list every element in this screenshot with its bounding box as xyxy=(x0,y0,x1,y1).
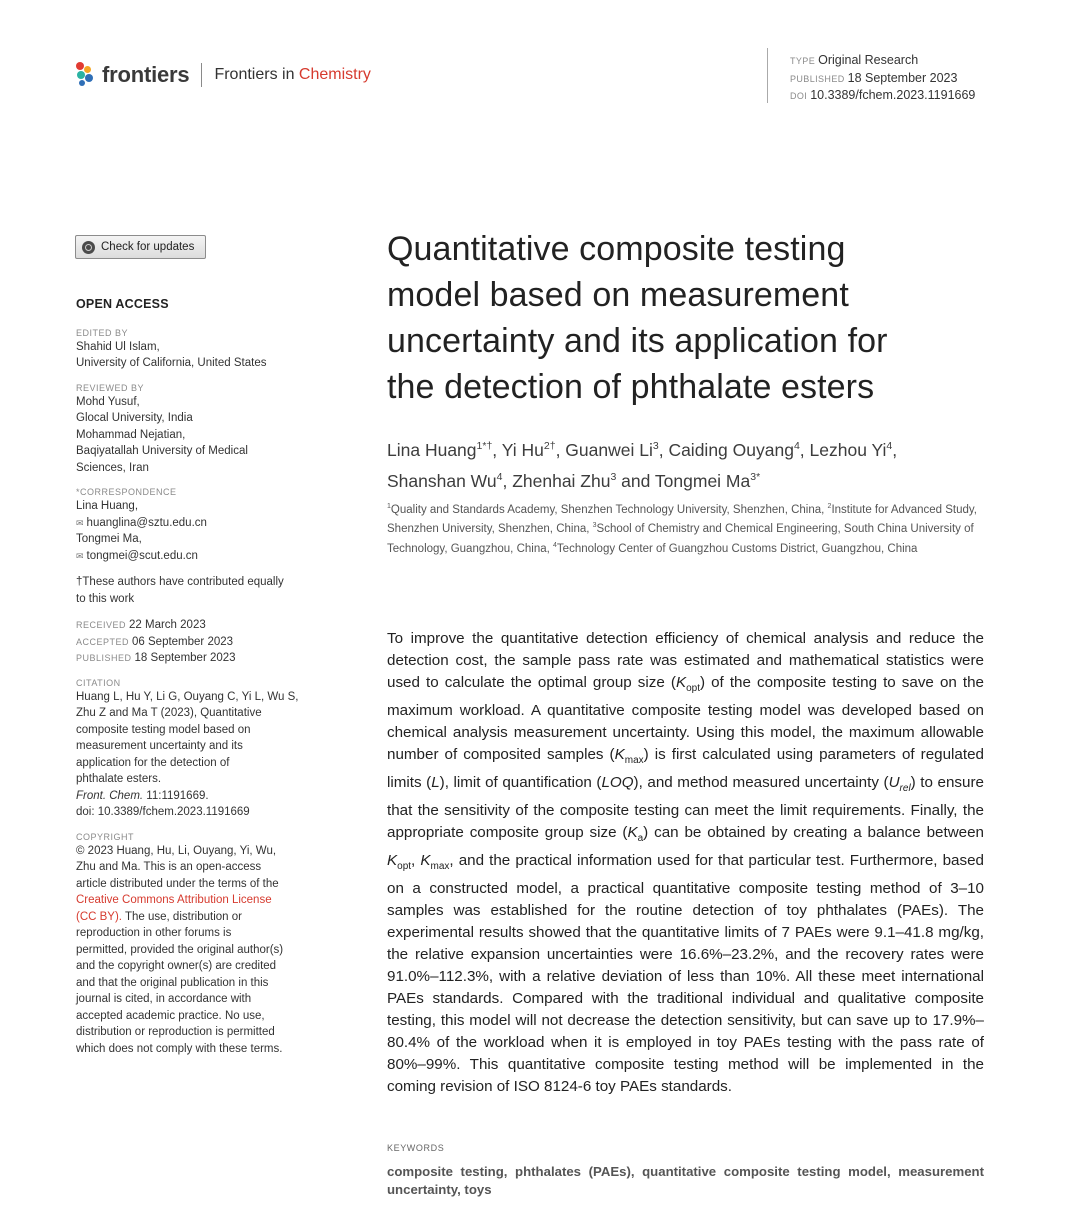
author-name: Yi Hu xyxy=(501,439,544,460)
received-label: RECEIVED xyxy=(76,620,127,630)
title-line: model based on measurement xyxy=(387,276,849,314)
mail-icon: ✉ xyxy=(76,517,84,528)
author-name: Shanshan Wu xyxy=(387,470,497,491)
abstract-text: ), limit of quantification ( xyxy=(439,774,602,792)
copyright-text: The use, distribution or xyxy=(122,910,242,923)
ka-symbol xyxy=(627,824,637,841)
copyright-line xyxy=(76,909,321,926)
editor-affiliation: University of California, United States xyxy=(76,357,267,369)
kmax-symbol xyxy=(420,852,430,869)
article-type xyxy=(790,52,975,70)
author-separator: , xyxy=(555,439,566,460)
affil-marker: 4 xyxy=(553,541,557,549)
copyright-label: COPYRIGHT xyxy=(76,831,135,842)
correspondent-email[interactable] xyxy=(76,548,321,565)
editor-name: Shahid Ul Islam, xyxy=(76,340,160,353)
citation-doi[interactable]: doi: 10.3389/fchem.2023.1191669 xyxy=(76,806,250,818)
reviewer-name: Mohammad Nejatian, xyxy=(76,428,186,441)
copyright-line: article distributed under the terms of the xyxy=(76,877,279,890)
symbol-letter: K xyxy=(420,852,431,870)
loq-symbol: LOQ xyxy=(601,774,634,792)
abstract-text: ), and method measured uncertainty ( xyxy=(633,774,889,792)
author-name: Tongmei Ma xyxy=(654,470,751,491)
affil-marker: 2 xyxy=(827,503,832,510)
affiliation: Technology Center of Guangzhou Customs District, Guangzhou, China xyxy=(556,542,918,555)
published-label: PUBLISHED xyxy=(76,653,132,663)
note-line: †These authors have contributed equally xyxy=(76,576,284,588)
author-list xyxy=(387,433,987,495)
kmax-symbol xyxy=(615,746,625,763)
sidebar xyxy=(76,296,321,1067)
author-separator: , xyxy=(502,470,513,491)
author[interactable] xyxy=(565,440,658,460)
author-affil-marker: 3 xyxy=(652,440,659,452)
license-link[interactable]: (CC BY). xyxy=(76,910,122,923)
affil-marker: 3 xyxy=(592,522,597,530)
abstract xyxy=(387,628,984,1098)
copyright-line: and the copyright owner(s) are credited xyxy=(76,960,277,972)
author-affil-marker: 4 xyxy=(886,440,893,452)
journal-prefix: Frontiers in xyxy=(214,66,299,83)
affiliation: Quality and Standards Academy, Shenzhen Technology University, Shenzhen, China, xyxy=(390,503,828,516)
keywords: composite testing, phthalates (PAEs), quantitative composite testing model, measurement uncertainty, toys xyxy=(387,1164,984,1197)
affiliation: School of Chemistry and Chemical Engineering, South China University of Technology, Guangzhou, China, xyxy=(387,523,974,555)
author-separator: , xyxy=(658,439,669,460)
type-value: Original Research xyxy=(818,53,919,67)
correspondent-name: Lina Huang, xyxy=(76,500,139,512)
kopt-symbol xyxy=(676,674,686,691)
author-separator: , xyxy=(892,439,898,460)
accepted-value: 06 September 2023 xyxy=(132,635,234,648)
symbol-subscript: max xyxy=(624,755,644,767)
symbol-subscript: a xyxy=(637,833,644,845)
frontiers-logo-icon xyxy=(76,62,96,88)
check-for-updates-button[interactable] xyxy=(75,235,206,259)
affiliation: Institute for Advanced Study, Shenzhen University, Shenzhen, China, xyxy=(387,503,977,536)
symbol-letter: K xyxy=(627,824,638,842)
email-text: tongmei@scut.edu.cn xyxy=(86,549,198,562)
received-date xyxy=(76,617,321,634)
urel-symbol xyxy=(888,774,911,795)
copyright-line: and that the original publication in this xyxy=(76,976,269,989)
abstract-text: , xyxy=(411,852,421,870)
reviewer-name: Mohd Yusuf, xyxy=(76,395,140,408)
author-affil-marker: 3* xyxy=(750,470,761,483)
journal-subject: Chemistry xyxy=(298,66,371,83)
author-affil-marker: 4 xyxy=(793,440,800,452)
reviewer-affiliation: Baqiyatallah University of Medical xyxy=(76,445,248,457)
affil-marker: 1 xyxy=(387,503,391,510)
author[interactable] xyxy=(668,440,799,460)
note-line: to this work xyxy=(76,592,135,605)
citation-line: Zhu Z and Ma T (2023), Quantitative xyxy=(76,707,262,719)
equal-contribution-note xyxy=(76,574,321,607)
author-separator: , xyxy=(799,439,810,460)
correspondent-email[interactable] xyxy=(76,515,321,532)
author-separator: , xyxy=(492,439,502,460)
open-access-label: OPEN ACCESS xyxy=(76,297,169,311)
copyright-line: permitted, provided the original author(s) xyxy=(76,943,284,956)
author[interactable] xyxy=(387,471,502,491)
symbol-subscript: rel xyxy=(899,783,911,795)
edited-by-section xyxy=(76,327,321,372)
copyright-section xyxy=(76,831,321,1058)
email-text: huanglina@sztu.edu.cn xyxy=(86,516,207,529)
title-line: uncertainty and its application for xyxy=(387,322,888,360)
author-affil-marker: 3 xyxy=(610,470,617,483)
author-name: Zhenhai Zhu xyxy=(512,470,611,491)
copyright-line: distribution or reproduction is permitted xyxy=(76,1026,275,1038)
author[interactable] xyxy=(387,440,492,460)
symbol-subscript: max xyxy=(430,861,450,873)
received-value: 22 March 2023 xyxy=(129,619,206,631)
abstract-text: ) to ensure that the sensitivity of the composite testing can meet the limit requirements. Finally, the appropriate composite group size ( xyxy=(387,774,984,842)
copyright-line: Zhu and Ma. This is an open-access xyxy=(76,861,262,873)
abstract-text: , and the practical information used for that particular test. Furthermore, based on a constructed model, a practical quantitative composite testing method of 3–10 samples was established for the routine detection of toy phthalates (PAEs). The experimental results showed that the quantitative limits of 7 PAEs were 9.1–41.8 mg/kg, the relative expansion uncertainties were 16.6%–23.2%, and the recovery rates were 91.0%–112.3%, with a relative deviation of less than 10%. All these meet international PAEs standards. Compared with the traditional individual and qualitative composite testing, this model will not decrease the detection sensitivity, but can save up to 17.9%–80.4% of the workload when it is employed in toy PAEs testing with the pass rate of 80%–99%. This quantitative composite testing method will be implemented in the coming revision of ISO 8124-6 toy PAEs standards. xyxy=(387,852,984,1096)
citation-line: measurement uncertainty and its xyxy=(76,740,243,752)
citation-line: application for the detection of xyxy=(76,756,230,769)
citation-line: Huang L, Hu Y, Li G, Ouyang C, Yi L, Wu S, xyxy=(76,690,299,703)
citation-volume: 11:1191669. xyxy=(143,789,209,802)
check-updates-icon xyxy=(82,241,95,254)
article-doi xyxy=(790,87,975,105)
abstract-text: ) is first calculated using parameters of regulated limits ( xyxy=(387,746,984,792)
abstract-text: ) can be obtained by creating a balance between xyxy=(643,824,985,842)
copyright-line: © 2023 Huang, Hu, Li, Ouyang, Yi, Wu, xyxy=(76,844,277,857)
copyright-line: which does not comply with these terms. xyxy=(76,1042,283,1055)
citation-label: CITATION xyxy=(76,677,121,688)
copyright-line: reproduction in other forums is xyxy=(76,927,232,939)
author-name: Guanwei Li xyxy=(565,439,653,460)
abstract-text: To improve the quantitative detection efficiency of chemical analysis and reduce the detection cost, the sample pass rate was estimated and mathematical statistics were used to calculate the optimal group size ( xyxy=(387,630,984,691)
author-affil-marker: 2† xyxy=(543,440,556,452)
author-separator: and xyxy=(616,470,655,491)
symbol-letter: U xyxy=(888,774,900,792)
affiliations xyxy=(387,499,987,557)
author[interactable] xyxy=(512,471,616,491)
frontiers-logo[interactable] xyxy=(76,62,371,88)
citation-journal: Front. Chem. xyxy=(76,789,144,802)
author-affil-marker: 1*† xyxy=(476,440,493,452)
reviewed-by-section xyxy=(76,382,321,477)
check-updates-label: Check for updates xyxy=(101,241,195,253)
mail-icon: ✉ xyxy=(76,550,84,561)
correspondence-section xyxy=(76,486,321,564)
logo-divider xyxy=(201,63,202,87)
published-label: PUBLISHED xyxy=(790,73,845,84)
author-name: Lina Huang xyxy=(387,439,477,460)
accepted-label: ACCEPTED xyxy=(76,636,130,647)
author[interactable] xyxy=(810,440,893,460)
author[interactable] xyxy=(655,471,760,491)
citation-line: phthalate esters. xyxy=(76,773,162,785)
doi-label: DOI xyxy=(790,91,808,101)
author-name: Lezhou Yi xyxy=(809,439,887,460)
header-divider xyxy=(767,48,768,103)
kopt-symbol xyxy=(387,852,397,869)
citation-section xyxy=(76,677,321,821)
symbol-subscript: opt xyxy=(686,683,700,695)
published-date xyxy=(76,650,321,667)
copyright-line: journal is cited, in accordance with xyxy=(76,993,252,1005)
citation-line: composite testing model based on xyxy=(76,723,251,736)
published-value: 18 September 2023 xyxy=(134,652,236,664)
symbol-letter: K xyxy=(387,852,398,870)
symbol-letter: K xyxy=(675,674,687,691)
symbol-letter: K xyxy=(614,746,625,764)
edited-by-label: EDITED BY xyxy=(76,327,129,338)
doi-value[interactable]: 10.3389/fchem.2023.1191669 xyxy=(810,88,976,102)
author[interactable] xyxy=(502,440,556,460)
author-name: Caiding Ouyang xyxy=(668,439,794,460)
title-line: the detection of phthalate esters xyxy=(387,368,875,406)
title-line: Quantitative composite testing xyxy=(387,230,846,268)
license-link[interactable]: Creative Commons Attribution License xyxy=(76,894,272,906)
abstract-text: ) of the composite testing to save on the maximum workload. A quantitative composite testing model was developed based on chemical analysis measurement uncertainty. Using this model, the maximum allowable number of composited samples ( xyxy=(387,674,985,764)
correspondence-label: *CORRESPONDENCE xyxy=(76,487,177,497)
type-label: TYPE xyxy=(790,56,816,66)
reviewer-affiliation: Sciences, Iran xyxy=(76,461,149,474)
journal-name[interactable] xyxy=(214,66,370,84)
article-meta xyxy=(790,52,975,105)
correspondent-name: Tongmei Ma, xyxy=(76,533,142,545)
citation-journal-line xyxy=(76,788,321,805)
author-affil-marker: 4 xyxy=(496,470,503,483)
reviewer-affiliation: Glocal University, India xyxy=(76,412,193,424)
symbol-subscript: opt xyxy=(397,861,412,873)
article-title xyxy=(387,226,997,410)
article-published xyxy=(790,70,975,88)
copyright-line: accepted academic practice. No use, xyxy=(76,1009,265,1022)
accepted-date xyxy=(76,634,321,651)
reviewed-by-label: REVIEWED BY xyxy=(76,382,145,393)
l-symbol: L xyxy=(431,774,440,792)
published-value: 18 September 2023 xyxy=(847,70,958,85)
dates-section xyxy=(76,617,321,667)
keywords-label: KEYWORDS xyxy=(387,1143,445,1153)
brand-name: frontiers xyxy=(102,62,190,87)
